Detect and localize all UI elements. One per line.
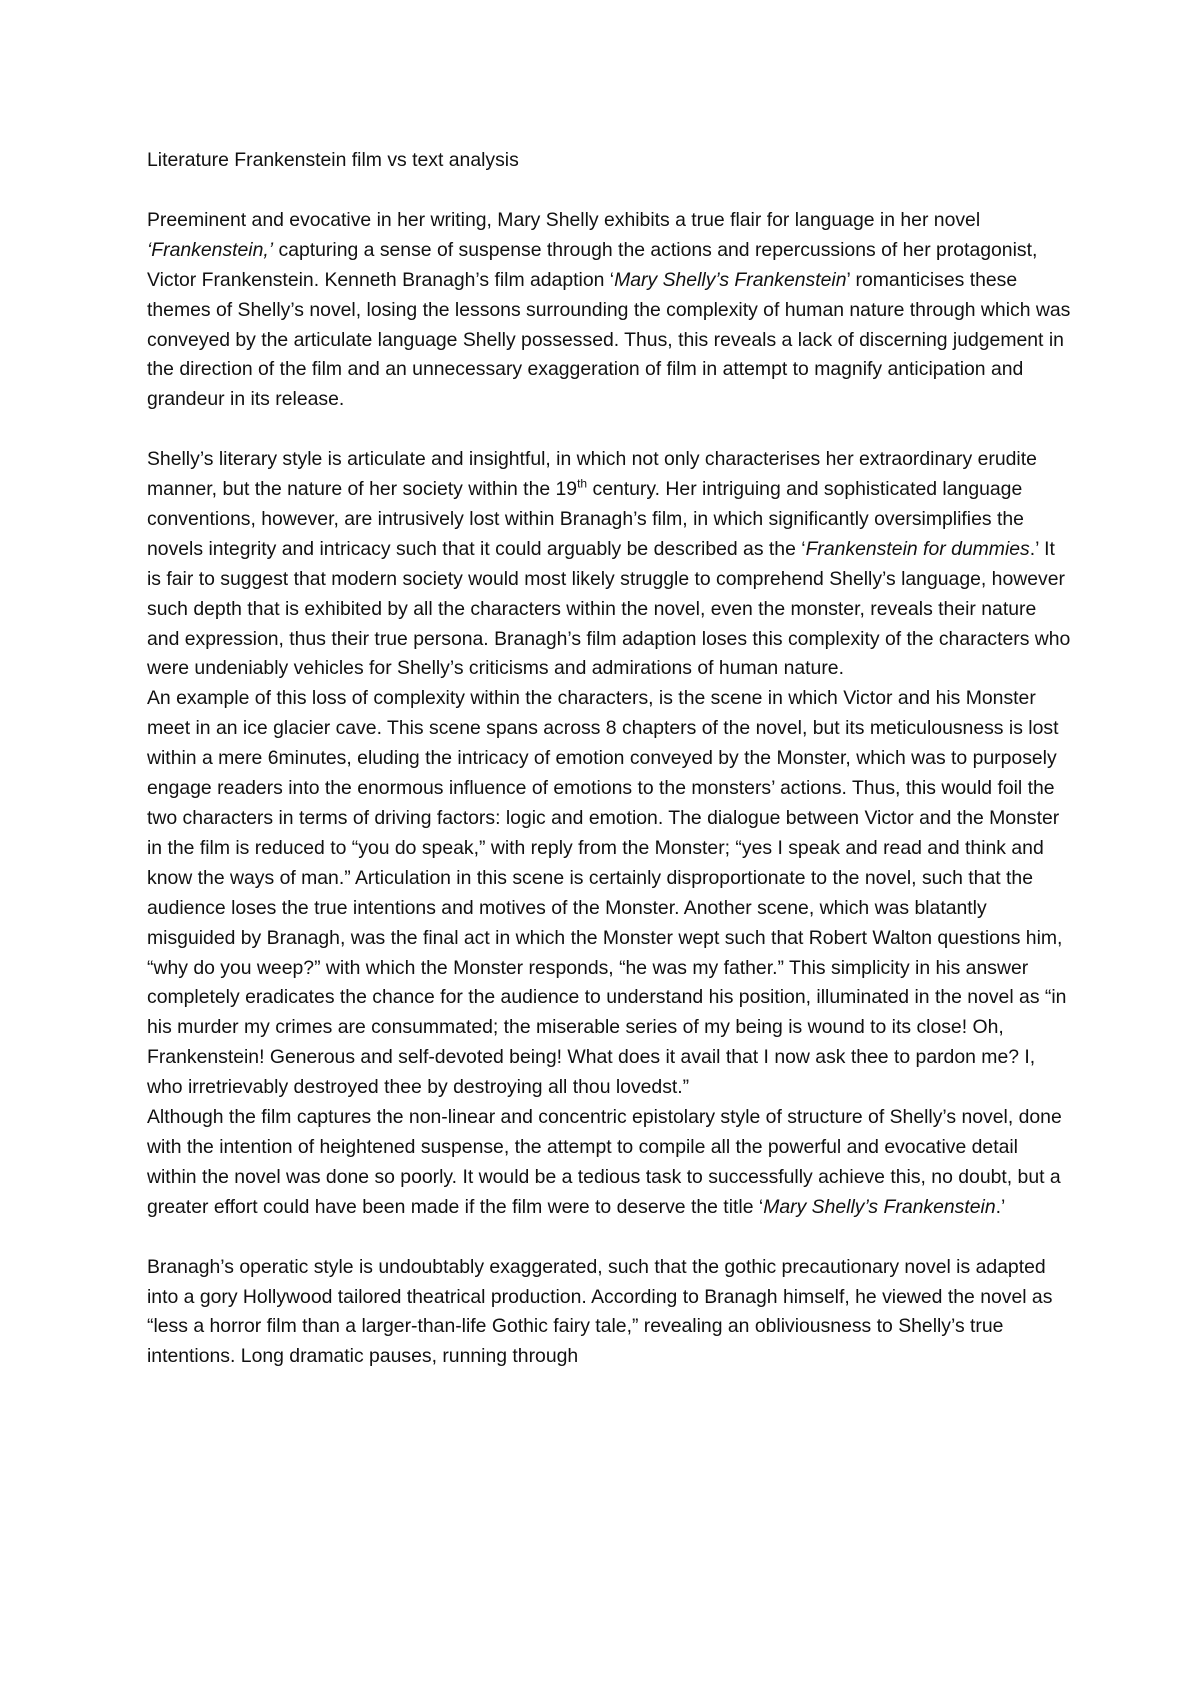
p1-text-a: Preeminent and evocative in her writing, Mary Shelly exhibits a true flair for language in her novel [147,208,981,231]
p1-text-e: ’ romanticises these themes of Shelly’s novel, losing the lessons surrounding the complexity of human nature through which was conveyed by the articulate language Shelly possessed. Thus, this reveals a lack of discerning judgement in the direction of the film and an unnecessary exaggeration of film in attempt to magnify anticipation and grandeur in its release. [147,268,1071,411]
p2-text-a: Shelly’s literary style is articulate and insightful, in which not only characterises her extraordinary erudite manner, but the nature of her society within the 19 [147,448,1037,501]
p1-italic-frankenstein: ‘Frankenstein,’ [147,238,274,261]
p4-text-c: .’ [995,1195,1006,1218]
p1-italic-film-title: Mary Shelly’s Frankenstein [614,268,847,291]
paragraph-structure [147,1103,1072,1223]
p4-text-a: Although the film captures the non-linear and concentric epistolary style of structure of Shelly’s novel, done with the intention of heightened suspense, the attempt to compile all the powerful and evocative detail within the novel was done so poorly. It would be a tedious task to successfully achieve this, no doubt, but a greater effort could have been made if the film were to deserve the title ‘ [147,1106,1062,1218]
p2-superscript: th [577,476,588,491]
document-body [147,146,1072,1372]
p4-italic-film-title: Mary Shelly’s Frankenstein [763,1195,996,1218]
paragraph-literary-style [147,445,1072,684]
p1-text-c: capturing a sense of suspense through the actions and repercussions of her protagonist, Victor Frankenstein. Kenneth Branagh’s film adaption ‘ [147,238,1038,291]
paragraph-example: An example of this loss of complexity within the characters, is the scene in which Victor and his Monster meet in an ice glacier cave. This scene spans across 8 chapters of the novel, but its meticulousness is lost within a mere 6minutes, eluding the intricacy of emotion conveyed by the Monster, which was to purposely engage readers into the enormous influence of emotions to the monsters’ actions. Thus, this would foil the two characters in terms of driving factors: logic and emotion. The dialogue between Victor and the Monster in the film is reduced to “you do speak,” with reply from the Monster; “yes I speak and read and think and know the ways of man.” Articulation in this scene is certainly disproportionate to the novel, such that the audience loses the true intentions and motives of the Monster. Another scene, which was blatantly misguided by Branagh, was the final act in which the Monster wept such that Robert Walton questions him, “why do you weep?” with which the Monster responds, “he was my father.” This simplicity in his answer completely eradicates the chance for the audience to understand his position, illuminated in the novel as “in his murder my crimes are consummated; the miserable series of my being is wound to its close! Oh, Frankenstein! Generous and self-devoted being! What does it avail that I now ask thee to pardon me? I, who irretrievably destroyed thee by destroying all thou lovedst.” [147,687,1067,1099]
p2-italic-dummies: Frankenstein for dummies [805,537,1030,560]
document-title: Literature Frankenstein film vs text analysis [147,149,519,171]
p2-text-d: .’ It is fair to suggest that modern society would most likely struggle to comprehend Shelly’s language, however such depth that is exhibited by all the characters within the novel, even the monster, reveals their nature and expression, thus their true persona. Branagh’s film adaption loses this complexity of the characters who were undeniably vehicles for Shelly’s criticisms and admirations of human nature. [147,537,1071,680]
p2-text-b: century. Her intriguing and sophisticated language conventions, however, are intrusively lost within Branagh’s film, in which significantly oversimplifies the novels integrity and intricacy such that it could arguably be described as the ‘ [147,478,1024,560]
paragraph-intro [147,206,1072,415]
paragraph-operatic-style: Branagh’s operatic style is undoubtably exaggerated, such that the gothic precautionary novel is adapted into a gory Hollywood tailored theatrical production. According to Branagh himself, he viewed the novel as “less a horror film than a larger-than-life Gothic fairy tale,” revealing an obliviousness to Shelly’s true intentions. Long dramatic pauses, running through [147,1255,1053,1368]
